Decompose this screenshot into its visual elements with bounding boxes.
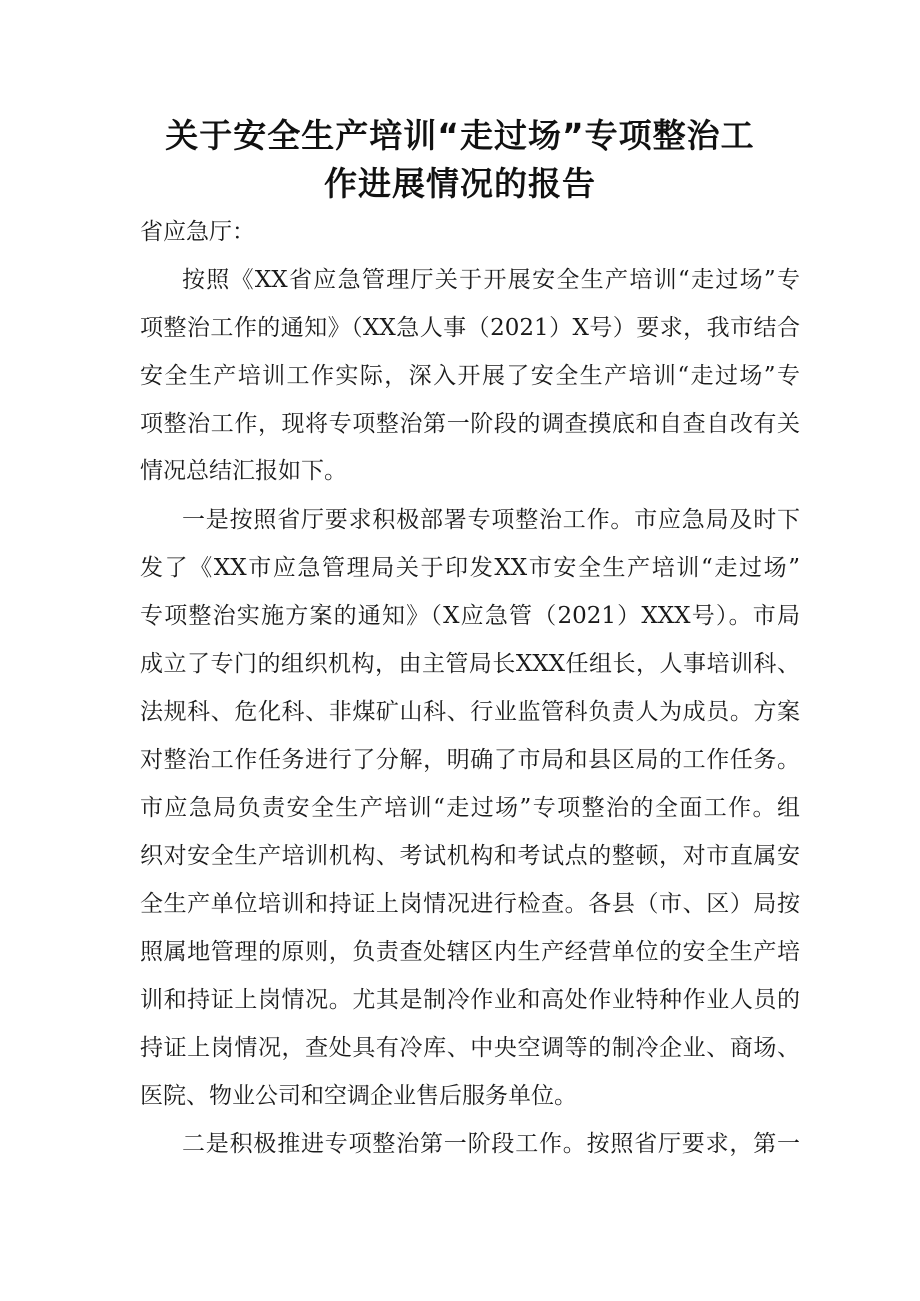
paragraph-2-line: 法规科、危化科、非煤矿山科、行业监管科负责人为成员。方案 (140, 699, 800, 725)
paragraph-2-line: 成立了专门的组织机构，由主管局长XXX任组长，人事培训科、 (140, 651, 800, 677)
document-title-line-2: 作进展情况的报告 (324, 164, 596, 203)
paragraph-2-line: 医院、物业公司和空调企业售后服务单位。 (140, 1083, 577, 1109)
paragraph-2-line: 持证上岗情况，查处具有冷库、中央空调等的制冷企业、商场、 (140, 1035, 800, 1061)
document-title-line-1: 关于安全生产培训“走过场”专项整治工 (165, 116, 755, 155)
paragraph-2-line: 对整治工作任务进行了分解，明确了市局和县区局的工作任务。 (140, 747, 800, 773)
paragraph-1-line: 项整治工作的通知》（XX急人事（2021）X号）要求，我市结合 (140, 315, 800, 341)
paragraph-2-line: 织对安全生产培训机构、考试机构和考试点的整顿，对市直属安 (140, 843, 800, 869)
paragraph-2-line: 照属地管理的原则，负责查处辖区内生产经营单位的安全生产培 (140, 939, 800, 965)
paragraph-1-line: 情况总结汇报如下。 (140, 458, 347, 484)
paragraph-3-line: 二是积极推进专项整治第一阶段工作。按照省厅要求，第一 (182, 1131, 800, 1157)
paragraph-2-line: 市应急局负责安全生产培训“走过场”专项整治的全面工作。组 (140, 795, 800, 821)
paragraph-2-line: 全生产单位培训和持证上岗情况进行检查。各县（市、区）局按 (140, 891, 800, 917)
paragraph-2-line: 训和持证上岗情况。尤其是制冷作业和高处作业特种作业人员的 (140, 987, 800, 1013)
paragraph-2-line: 专项整治实施方案的通知》（X应急管（2021）XXX号）。市局 (140, 603, 800, 629)
paragraph-2-line: 发了《XX市应急管理局关于印发XX市安全生产培训“走过场” (140, 555, 800, 581)
salutation: 省应急厅： (140, 219, 255, 245)
paragraph-1-line: 按照《XX省应急管理厅关于开展安全生产培训“走过场”专 (182, 267, 800, 293)
paragraph-1-line: 安全生产培训工作实际，深入开展了安全生产培训“走过场”专 (140, 363, 800, 389)
paragraph-2-line: 一是按照省厅要求积极部署专项整治工作。市应急局及时下 (182, 507, 800, 533)
paragraph-1-line: 项整治工作，现将专项整治第一阶段的调查摸底和自查自改有关 (140, 411, 800, 437)
